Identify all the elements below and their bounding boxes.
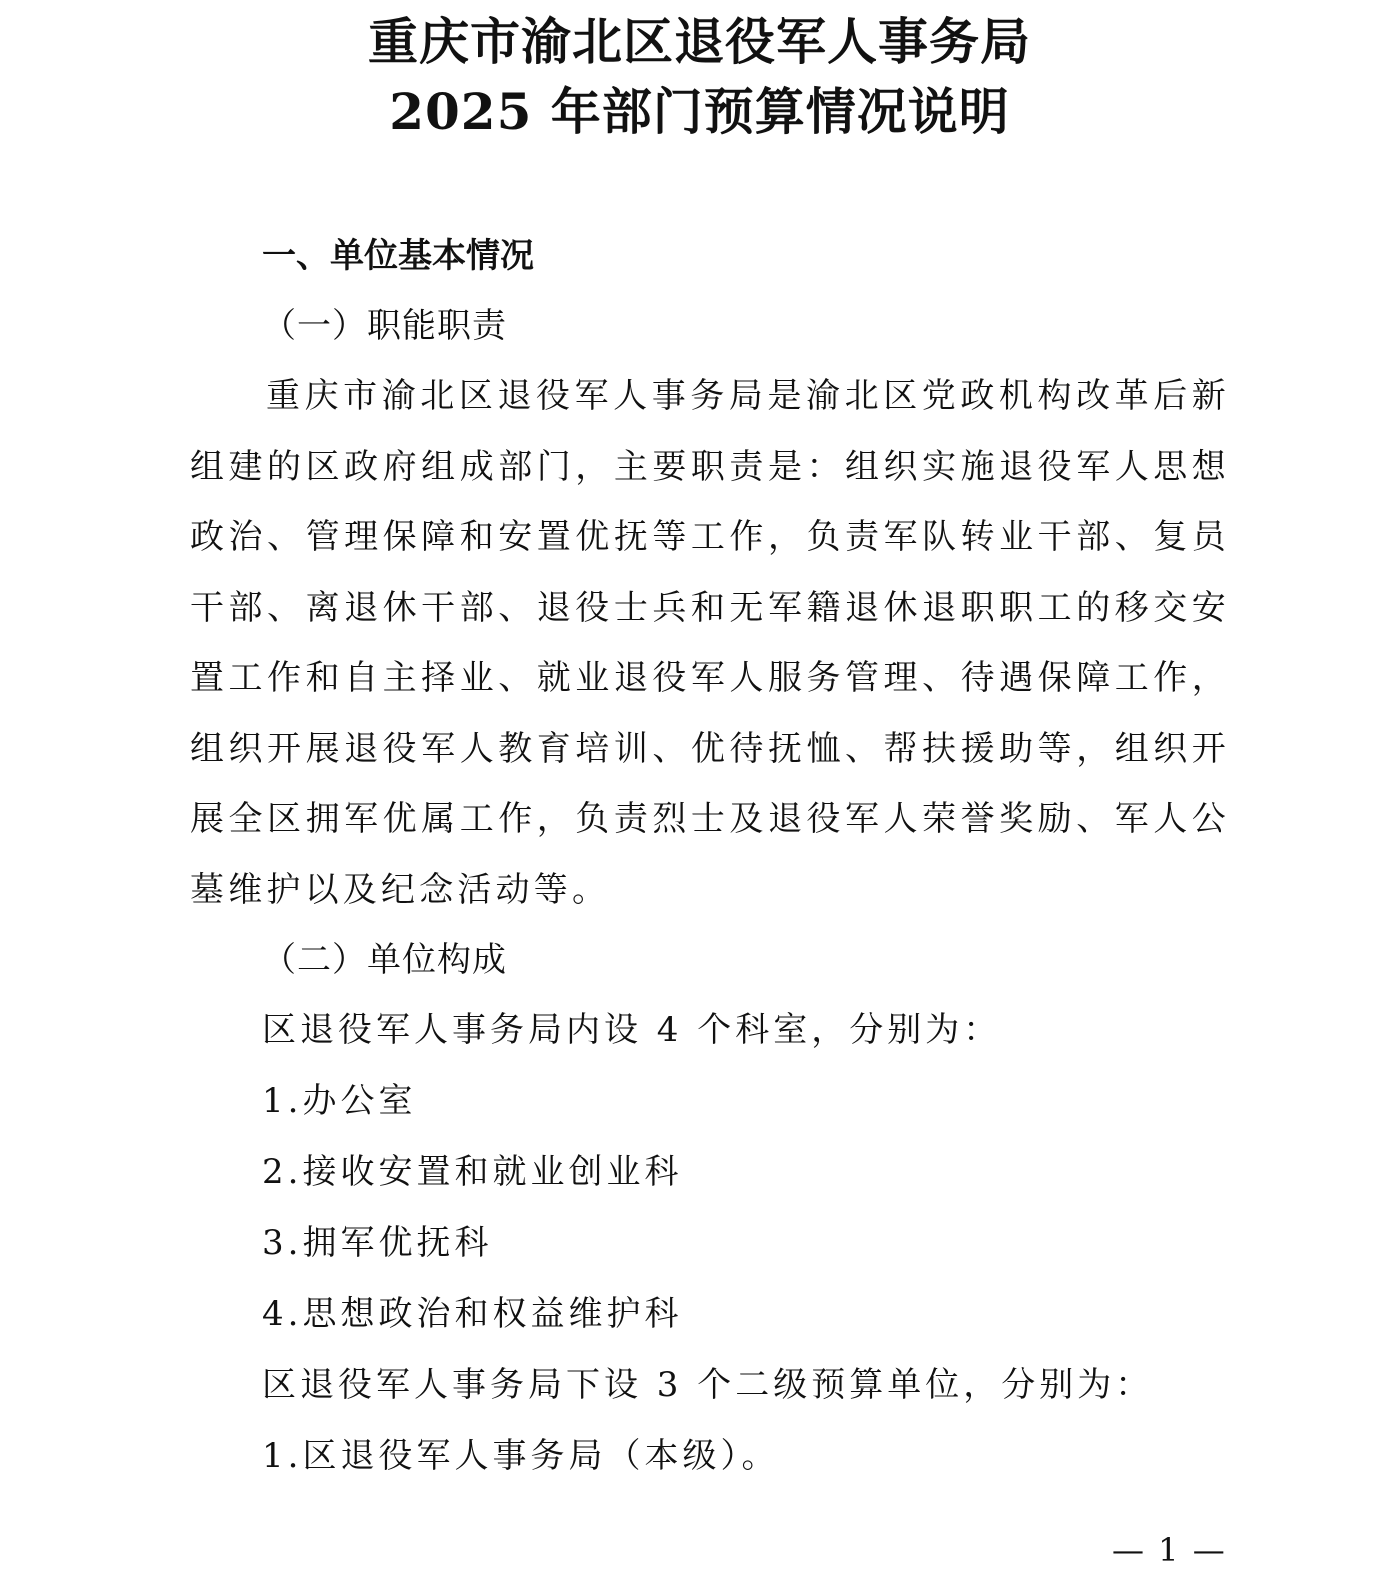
units-intro: 区退役军人事务局下设 3 个二级预算单位，分别为： [262, 1365, 1154, 1405]
office-item: 2.接收安置和就业创业科 [262, 1152, 683, 1192]
subsection-heading-composition: （二）单位构成 [262, 940, 507, 980]
unit-item: 1.区退役军人事务局（本级）。 [262, 1436, 780, 1476]
functions-paragraph: 重庆市渝北区退役军人事务局是渝北区党政机构改革后新组建的区政府组成部门，主要职责是：组织实施退役军人思想政治、管理保障和安置优抚等工作，负责军队转业干部、复员干部、离退休干部、退役士兵和无军籍退休退职职工的移交安置工作和自主择业、就业退役军人服务管理、待遇保障工作，组织开展退役军人教育培训、优待抚恤、帮扶援助等，组织开展全区拥军优属工作，负责烈士及退役军人荣誉奖励、军人公墓维护以及纪念活动等。 [190, 376, 1230, 910]
office-item: 3.拥军优抚科 [262, 1223, 493, 1263]
offices-intro: 区退役军人事务局内设 4 个科室，分别为： [262, 1010, 1002, 1050]
office-item: 4.思想政治和权益维护科 [262, 1294, 683, 1334]
page-number: — 1 — [1112, 1531, 1227, 1569]
subsection-heading-functions: （一）职能职责 [262, 306, 507, 346]
document-title-line1: 重庆市渝北区退役军人事务局 [368, 12, 1031, 71]
document-title-line2: 2025 年部门预算情况说明 [389, 82, 1010, 141]
section-heading-basic-info: 一、单位基本情况 [262, 236, 534, 276]
office-item: 1.办公室 [262, 1081, 417, 1121]
